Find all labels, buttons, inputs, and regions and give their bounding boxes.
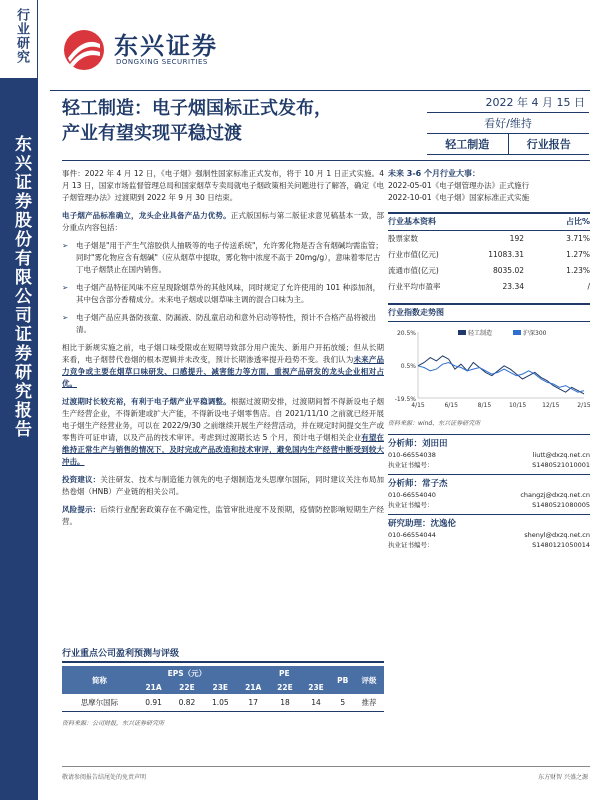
footer-disclaimer: 敬请参阅报告结尾处的免责声明	[62, 774, 147, 781]
report-tags	[427, 134, 589, 155]
category-label: 行业研究	[14, 8, 29, 64]
col-name: 简称	[62, 666, 137, 694]
y-tick-label: -19.5%	[394, 396, 416, 403]
legend-swatch	[513, 330, 521, 335]
x-tick-label: 6/15	[444, 402, 458, 409]
analyst-name: 研究助理：沈逸伦	[388, 519, 457, 529]
footer-divider	[62, 766, 590, 767]
index-trend-chart	[388, 322, 590, 412]
series-line	[418, 363, 584, 393]
logo-text-cn: 东兴证券	[114, 32, 218, 60]
investment-advice: 投资建议：关注研发、技术与制造能力领先的电子烟制造龙头思摩尔国际，同时建议关注布局加热卷烟（HNB）产业链的相关公司。	[62, 475, 385, 496]
main-content	[62, 168, 384, 534]
footer-slogan: 东方财智 兴盛之源	[538, 774, 588, 781]
legend-swatch	[458, 330, 466, 335]
basic-info-header: 行业基本资料 占比%	[388, 212, 590, 231]
right-sidebar-content	[388, 168, 590, 550]
report-title	[62, 96, 402, 146]
col-eps: EPS（元）	[137, 666, 237, 681]
x-tick-label: 8/15	[477, 402, 492, 409]
bullet-item: ➢ 电子烟产品特征风味不应呈现除烟草外的其他风味，同时规定了允许使用的 101 种添加剂，其中包含部分香精成分。未来电子烟或以烟草味主调的混合口味为主。	[62, 283, 381, 304]
x-tick-label: 4/15	[411, 402, 425, 409]
analyst-block: 分析师：常子杰 010-66554040 changzj@dxzq.net.cn 执业证书编号： S1480521080005	[388, 474, 590, 510]
rating-badge: 看好/维持	[427, 113, 589, 134]
y-tick-label: 0.5%	[400, 363, 416, 370]
section-1-intro: 电子烟产品标准确立，龙头企业具备产品力优势。正式版国标与第二版征求意见稿基本一致，部分重点内容包括：	[62, 211, 385, 232]
section-2-paragraph: 过渡期时长较充裕，有利于电子烟产业平稳调整。根据过渡期安排，过渡期间暂不得新设电子烟生产经营企业，不得新建或扩大产能，不得新设电子烟零售店。自 2021/11/10 之前就已经开展电子烟生产经营业务，可以在 2022/9/30 之前继续开展生产经营活动，并在规定时间提交生产或零售许可证申请，以及产品的技术审评。考虑到过渡期长达 5 个月，预计电子烟相关企业有望在维持正常生产与销售的情况下，及时完成产品改造和技术审评，避免国内生产经营中断受到较大冲击。	[62, 397, 385, 466]
x-tick-label: 10/15	[508, 402, 527, 409]
title-divider	[62, 160, 590, 161]
company-logo	[62, 28, 218, 72]
sector-tag: 轻工制造	[427, 134, 509, 154]
analysis-paragraph: 相比于新规实施之前，电子烟口味受限或在短期导致部分用户流失、新用户开拓放缓；但从长期来看，电子烟替代卷烟的根本逻辑并未改变，预计长期渗透率提升趋势不变。我们认为未来产品力竞争或主要在烟草口味研发、口感提升、减害能力等方面，重视产品研发的龙头企业相对占优。	[62, 343, 385, 388]
chart-header: 行业指数走势图	[388, 303, 590, 322]
left-sidebar	[0, 0, 38, 800]
table-row: 思摩尔国际 0.91 0.82 1.05 17 18 14 5 推荐	[62, 694, 384, 712]
logo-text-en: DONGXING SECURITIES	[116, 58, 208, 66]
event-item: 2022-05-01《电子烟管理办法》正式施行	[388, 181, 530, 190]
bullet-item: ➢ 电子烟是"用于产生气溶胶供人抽吸等的电子传送系统"，允许雾化物是否含有烟碱均需监管；同时"雾化物应含有烟碱"（应从烟草中提取，雾化物中浓度不高于 20mg/g），意味着零尼古丁电子烟禁止在国内销售。	[62, 241, 383, 274]
report-date: 2022 年 4 月 15 日	[427, 92, 589, 113]
event-paragraph: 事件：2022 年 4 月 12 日，《电子烟》强制性国家标准正式发布，将于 10 月 1 日正式实施。4 月 13 日，国家市场监督管理总局和国家烟草专卖局就电子烟政策相关问题进行了解答，确定《电子烟管理办法》过渡期到 2022 年 9 月 30 日结束。	[62, 169, 384, 202]
title-line-2: 产业有望实现平稳过渡	[62, 123, 242, 144]
x-tick-label: 12/15	[542, 402, 560, 409]
col-pe: PE	[237, 666, 332, 681]
category-tag	[0, 0, 38, 78]
stat-row: 行业平均市盈率 23.34 /	[388, 282, 590, 291]
bullet-item: ➢ 电子烟产品应具备防孩童、防漏液、防乱童启动和意外启动等特性，预计不合格产品将被出清。	[62, 313, 376, 334]
outlook-title: 未来 3-6 个月行业大事：	[388, 169, 481, 178]
analyst-block: 分析师：刘田田 010-66554038 liutt@dxzq.net.cn 执业证书编号： S1480521010001	[388, 434, 590, 470]
legend-label: 轻工制造	[468, 330, 493, 337]
analyst-block: 研究助理：沈逸伦 010-66554044 shenyl@dxzq.net.cn 执业证书编号： S1480121050014	[388, 514, 590, 550]
analyst-name: 分析师：刘田田	[388, 439, 448, 449]
analyst-name: 分析师：常子杰	[388, 479, 448, 489]
event-item: 2022-10-01《电子烟》国家标准正式实施	[388, 193, 530, 202]
table-source: 资料来源：公司财报，东兴证券研究所	[62, 720, 165, 727]
stat-row: 流通市值(亿元) 8035.02 1.23%	[388, 266, 590, 275]
col-rating: 评级	[354, 666, 384, 694]
series-line	[418, 356, 584, 394]
report-meta-box	[427, 92, 589, 155]
legend-label: 沪深300	[523, 330, 547, 337]
x-tick-label: 2/15	[577, 402, 590, 409]
forecast-table: 简称 EPS（元） PE PB 评级 21A 22E 23E 21A 22E 23E 思摩尔国际 0.91 0.82 1.05 17 18 14 5 推荐	[62, 666, 384, 712]
chart-source: 资料来源：wind、东兴证券研究所	[388, 420, 481, 427]
logo-icon	[62, 28, 106, 72]
risk-warning: 风险提示：后续行业配套政策存在不确定性，监管审批进度不及预期，疫情防控影响短期生产经营。	[62, 505, 385, 526]
stat-row: 行业市值(亿元) 11083.31 1.27%	[388, 250, 590, 259]
company-label: 东兴证券股份有限公司证券研究报告	[11, 135, 31, 439]
stat-row: 股票家数 192 3.71%	[388, 234, 590, 243]
y-tick-label: 20.5%	[396, 330, 416, 337]
header-divider	[50, 90, 590, 91]
col-pb: PB	[332, 666, 354, 694]
type-tag: 行业报告	[526, 138, 571, 151]
forecast-table-title: 行业重点公司盈利预测与评级	[62, 646, 384, 663]
title-line-1: 轻工制造：电子烟国标正式发布，	[62, 98, 332, 119]
